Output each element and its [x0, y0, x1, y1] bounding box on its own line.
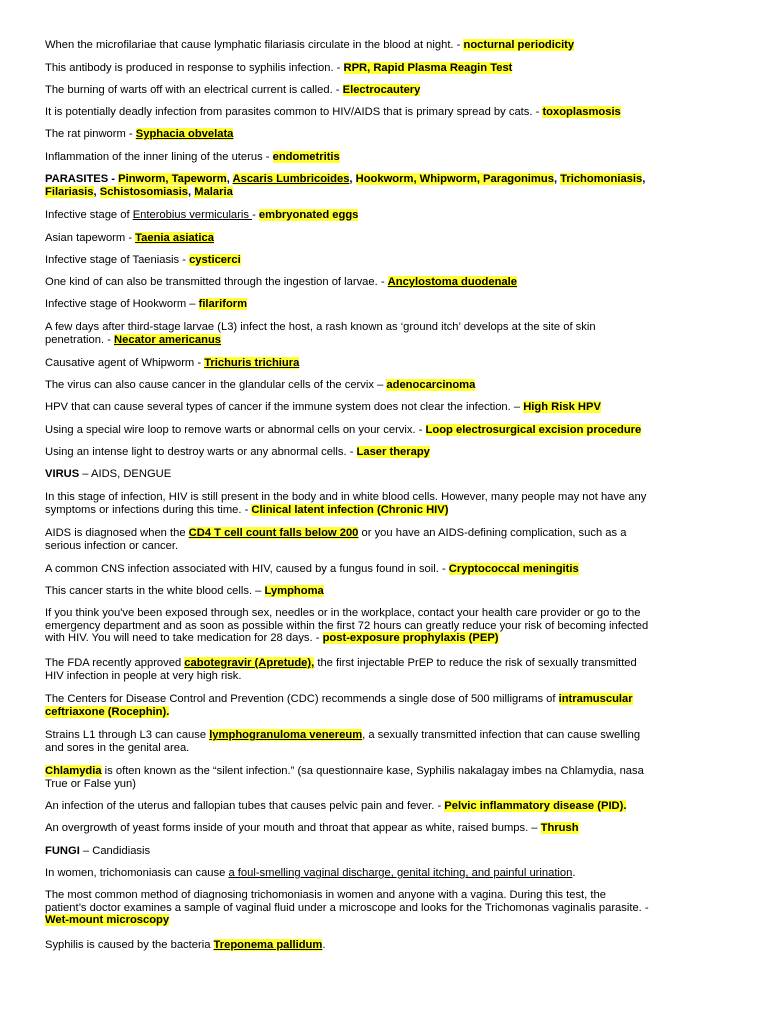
paragraph — [45, 106, 735, 119]
text-line — [45, 62, 735, 75]
highlighted-answer: Hookworm, Whipworm, Paragonimus — [355, 173, 554, 185]
text-run: Syphilis is caused by the bacteria — [45, 939, 214, 951]
text-run: Infective stage of Taeniasis - — [45, 254, 190, 266]
text-line — [45, 693, 735, 706]
text-run: Causative agent of Whipworm - — [45, 357, 205, 369]
text-run: The FDA recently approved — [45, 657, 185, 669]
text-run: and sores in the genital area. — [45, 741, 190, 754]
highlighted-answer: Laser therapy — [356, 446, 430, 458]
paragraph — [45, 657, 735, 682]
highlighted-answer: Electrocautery — [342, 84, 421, 96]
text-run: The rat pinworm - — [45, 128, 136, 140]
paragraph — [45, 468, 735, 481]
text-run: is often known as the “silent infection.” (sa questionnaire kase, Syphilis nakalagay imbes na Chlamydia, nasa — [101, 765, 644, 777]
paragraph — [45, 209, 735, 222]
text-line — [45, 39, 735, 52]
paragraph — [45, 939, 735, 952]
text-run: A few days after third-stage larvae (L3) infect the host, a rash known as ‘ground itch’ develops at the site of skin — [45, 321, 596, 333]
text-line — [45, 845, 735, 858]
text-run: If you think you've been exposed through sex, needles or in the workplace, contact your health care provider or go to the — [45, 607, 641, 619]
paragraph — [45, 39, 735, 52]
highlighted-answer: Pinworm, Tapeworm — [118, 173, 227, 185]
text-run: When the microfilariae that cause lymphatic filariasis circulate in the blood at night. - — [45, 39, 464, 51]
text-line — [45, 706, 735, 719]
text-line — [45, 914, 735, 927]
text-run: – Candidiasis — [79, 845, 151, 857]
paragraph — [45, 491, 735, 516]
paragraph — [45, 845, 735, 858]
paragraph — [45, 173, 735, 198]
text-run: or you have an AIDS-defining complication, such as a — [358, 527, 627, 539]
text-line — [45, 527, 735, 540]
text-run: The virus can also cause cancer in the glandular cells of the cervix – — [45, 379, 387, 391]
text-line — [45, 334, 735, 347]
text-line — [45, 209, 735, 222]
highlighted-answer: RPR, Rapid Plasma Reagin Test — [343, 62, 513, 74]
paragraph — [45, 232, 735, 245]
text-line — [45, 232, 735, 245]
highlighted-answer: Wet-mount microscopy — [45, 914, 170, 927]
text-line — [45, 607, 735, 620]
text-run: – AIDS, DENGUE — [79, 468, 172, 480]
highlighted-answer: adenocarcinoma — [386, 379, 476, 391]
highlighted-answer: ceftriaxone (Rocephin). — [45, 705, 170, 718]
text-line — [45, 504, 735, 517]
text-line — [45, 889, 735, 902]
text-run: This cancer starts in the white blood cells. – — [45, 585, 265, 597]
text-run: Asian tapeworm - — [45, 232, 136, 244]
text-line — [45, 657, 735, 670]
text-run: the first injectable PrEP to reduce the risk of sexually transmitted — [314, 657, 637, 669]
highlighted-answer: Trichuris trichiura — [204, 357, 300, 369]
text-line — [45, 778, 735, 791]
text-line — [45, 298, 735, 311]
highlighted-answer: Cryptococcal meningitis — [448, 563, 579, 575]
paragraph — [45, 889, 735, 927]
bold-label: FUNGI — [45, 845, 80, 857]
text-run: One kind of can also be transmitted through the ingestion of larvae. - — [45, 276, 388, 288]
text-line — [45, 186, 735, 199]
paragraph — [45, 401, 735, 414]
text-run: The burning of warts off with an electrical current is called. - — [45, 84, 343, 96]
paragraph — [45, 446, 735, 459]
text-line — [45, 822, 735, 835]
highlighted-answer: High Risk HPV — [523, 401, 601, 413]
text-run: Using a special wire loop to remove warts or abnormal cells on your cervix. - — [45, 424, 426, 436]
highlighted-answer: Necator americanus — [114, 333, 222, 346]
text-run: . — [322, 939, 326, 951]
highlighted-answer: nocturnal periodicity — [463, 39, 575, 51]
bold-label: , — [642, 173, 646, 185]
text-line — [45, 254, 735, 267]
bold-label: PARASITES - — [45, 173, 119, 185]
text-run: - — [252, 209, 259, 221]
paragraph — [45, 800, 735, 813]
paragraph — [45, 867, 735, 880]
highlighted-answer: endometritis — [272, 151, 340, 163]
paragraph — [45, 693, 735, 718]
paragraph — [45, 563, 735, 576]
text-run: It is potentially deadly infection from parasites common to HIV/AIDS that is primary spread by cats. - — [45, 106, 543, 118]
text-run: In this stage of infection, HIV is still present in the body and in white blood cells. However, many people may not have any — [45, 491, 647, 503]
text-line — [45, 867, 735, 880]
underlined-text: a foul-smelling vaginal discharge, genital itching, and painful urination — [228, 867, 573, 879]
text-line — [45, 357, 735, 370]
text-line — [45, 468, 735, 481]
text-line — [45, 401, 735, 414]
highlighted-answer: Clinical latent infection (Chronic HIV) — [251, 503, 449, 516]
text-run: HPV that can cause several types of cancer if the immune system does not clear the infection. – — [45, 401, 524, 413]
text-run: symptoms or infections during this time. - — [45, 503, 252, 516]
text-line — [45, 563, 735, 576]
paragraph — [45, 424, 735, 437]
text-line — [45, 491, 735, 504]
paragraph — [45, 822, 735, 835]
text-line — [45, 585, 735, 598]
paragraph — [45, 62, 735, 75]
highlighted-answer: Treponema pallidum — [213, 939, 323, 951]
text-line — [45, 670, 735, 683]
paragraph — [45, 527, 735, 552]
highlighted-answer: Ancylostoma duodenale — [387, 276, 517, 288]
paragraph — [45, 765, 735, 790]
highlighted-answer: Malaria — [194, 185, 233, 198]
highlighted-answer: Filariasis — [45, 185, 94, 198]
text-run: patient’s doctor examines a sample of vaginal fluid under a microscope and looks for the Trichomonas vaginalis parasite. - — [45, 901, 649, 914]
text-line — [45, 424, 735, 437]
highlighted-answer: Trichomoniasis — [560, 173, 643, 185]
paragraph — [45, 379, 735, 392]
text-run: Using an intense light to destroy warts or any abnormal cells. - — [45, 446, 357, 458]
highlighted-answer: toxoplasmosis — [542, 106, 621, 118]
text-run: True or False yun) — [45, 777, 136, 790]
highlighted-answer: Ascaris Lumbricoides — [232, 173, 350, 185]
text-run: The Centers for Disease Control and Prevention (CDC) recommends a single dose of 500 milligrams of — [45, 693, 559, 705]
text-run: . — [572, 867, 576, 879]
bold-label: , — [188, 185, 195, 198]
text-run: with HIV. You will need to take medication for 28 days. - — [45, 632, 323, 645]
text-line — [45, 151, 735, 164]
text-run: HIV infection in people at very high risk. — [45, 669, 242, 682]
highlighted-answer: lymphogranuloma venereum — [209, 729, 363, 741]
highlighted-answer: Pelvic inflammatory disease (PID). — [444, 800, 627, 812]
text-line — [45, 632, 735, 645]
text-run: The most common method of diagnosing trichomoniasis in women and anyone with a vagina. During this test, the — [45, 889, 606, 901]
highlighted-answer: Syphacia obvelata — [135, 128, 234, 140]
text-run: AIDS is diagnosed when the — [45, 527, 189, 539]
text-line — [45, 276, 735, 289]
paragraph — [45, 357, 735, 370]
paragraph — [45, 151, 735, 164]
highlighted-answer: Lymphoma — [264, 585, 324, 597]
text-line — [45, 321, 735, 334]
bold-label: , — [226, 173, 233, 185]
text-line — [45, 765, 735, 778]
text-line — [45, 446, 735, 459]
highlighted-answer: CD4 T cell count falls below 200 — [188, 527, 359, 539]
text-line — [45, 173, 735, 186]
paragraph — [45, 276, 735, 289]
text-line — [45, 84, 735, 97]
highlighted-answer: cabotegravir (Apretude), — [184, 657, 315, 669]
highlighted-answer: embryonated eggs — [258, 209, 359, 221]
text-line — [45, 620, 735, 633]
bold-label: , — [349, 173, 356, 185]
highlighted-answer: Schistosomiasis — [99, 185, 189, 198]
paragraph — [45, 254, 735, 267]
bold-label: , — [93, 185, 100, 198]
highlighted-answer: intramuscular — [558, 693, 633, 705]
text-line — [45, 128, 735, 141]
text-run: Inflammation of the inner lining of the uterus - — [45, 151, 273, 163]
highlighted-answer: Taenia asiatica — [135, 232, 214, 244]
paragraph — [45, 128, 735, 141]
paragraph — [45, 321, 735, 346]
paragraph — [45, 84, 735, 97]
highlighted-answer: Loop electrosurgical excision procedure — [425, 424, 642, 436]
text-line — [45, 106, 735, 119]
text-run: serious infection or cancer. — [45, 539, 179, 552]
text-run: emergency department and as soon as possible within the first 72 hours can greatly reduce your risk of becoming infected — [45, 619, 649, 632]
highlighted-answer: post-exposure prophylaxis (PEP) — [322, 632, 499, 645]
text-run: An overgrowth of yeast forms inside of your mouth and throat that appear as white, raised bumps. – — [45, 822, 541, 834]
text-line — [45, 800, 735, 813]
highlighted-answer: Thrush — [540, 822, 579, 834]
text-line — [45, 902, 735, 915]
text-run: An infection of the uterus and fallopian tubes that causes pelvic pain and fever. - — [45, 800, 445, 812]
text-run: This antibody is produced in response to syphilis infection. - — [45, 62, 344, 74]
text-run: In women, trichomoniasis can cause — [45, 867, 229, 879]
text-run: A common CNS infection associated with HIV, caused by a fungus found in soil. - — [45, 563, 449, 575]
paragraph — [45, 607, 735, 645]
underlined-text: Enterobius vermicularis — [132, 209, 253, 221]
highlighted-answer: filariform — [198, 298, 248, 310]
text-line — [45, 742, 735, 755]
text-line — [45, 939, 735, 952]
text-run: , a sexually transmitted infection that can cause swelling — [362, 729, 641, 741]
highlighted-answer: Chlamydia — [45, 765, 102, 777]
text-line — [45, 379, 735, 392]
bold-label: VIRUS — [45, 468, 80, 480]
text-run: Strains L1 through L3 can cause — [45, 729, 210, 741]
text-run: Infective stage of — [45, 209, 133, 221]
paragraph — [45, 729, 735, 754]
text-line — [45, 729, 735, 742]
bold-label: , — [553, 173, 561, 185]
text-run: penetration. - — [45, 333, 115, 346]
text-line — [45, 540, 735, 553]
paragraph — [45, 298, 735, 311]
text-run: Infective stage of Hookworm – — [45, 298, 199, 310]
highlighted-answer: cysticerci — [189, 254, 241, 266]
paragraph — [45, 585, 735, 598]
